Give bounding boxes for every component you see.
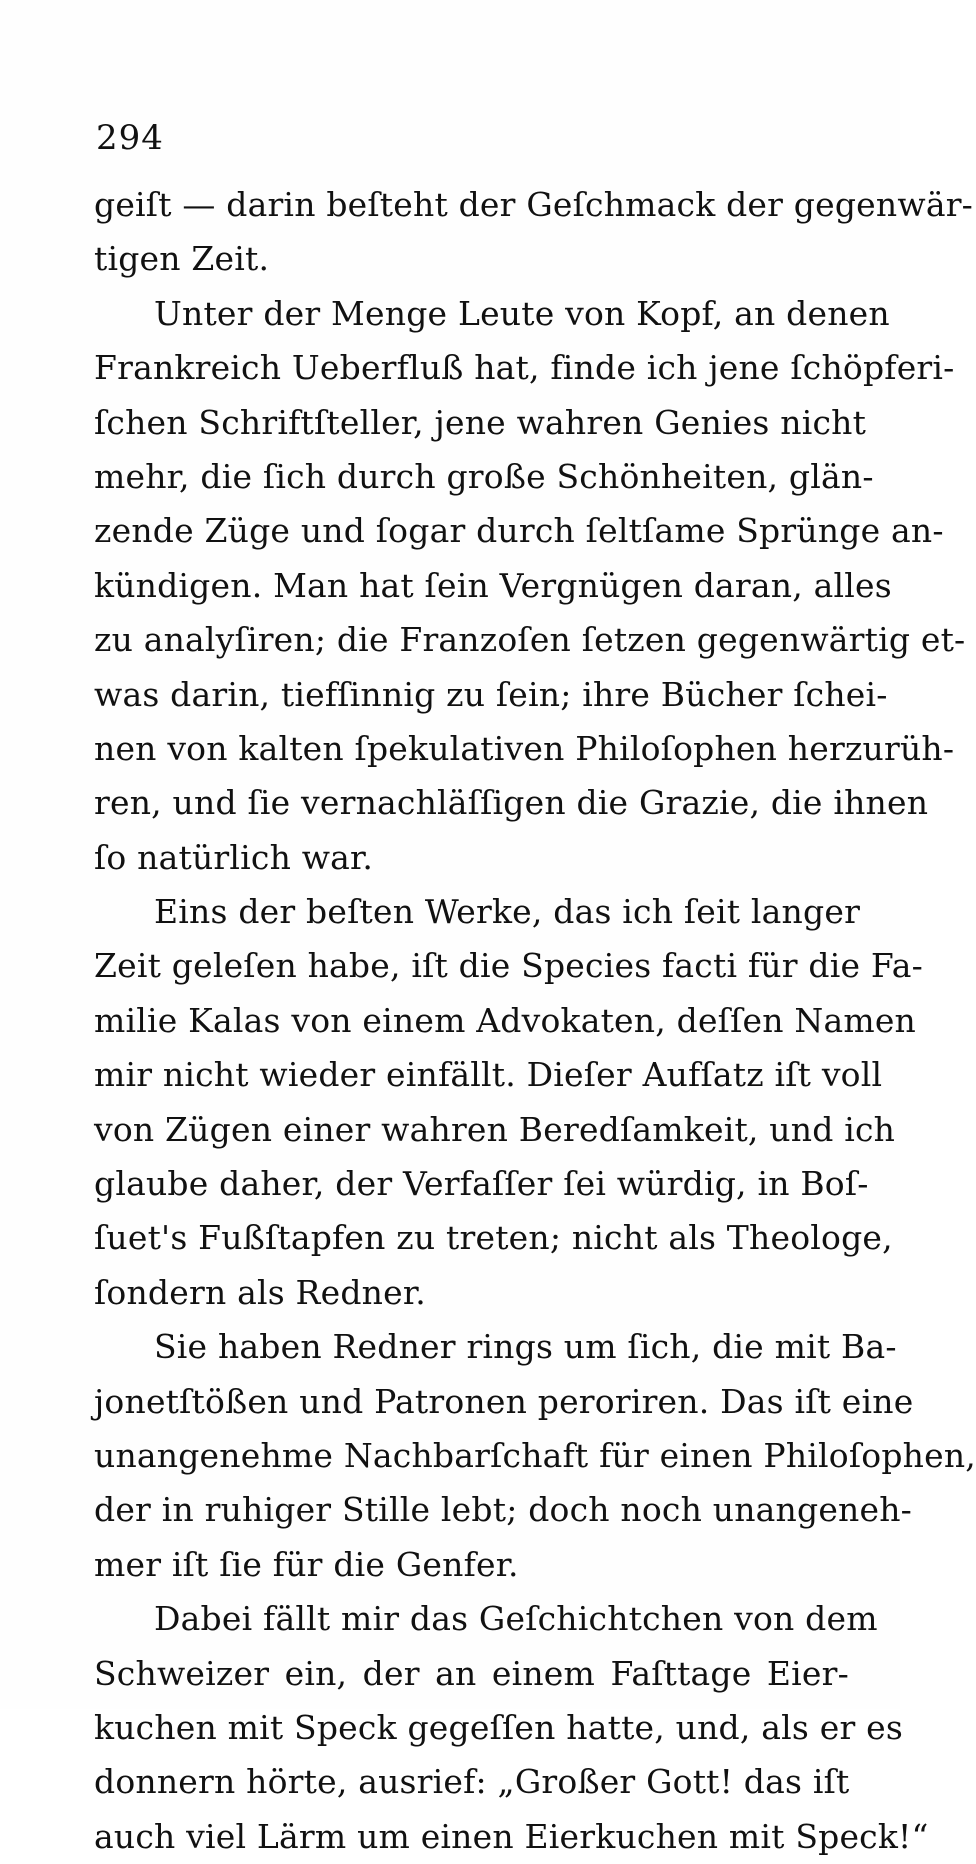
text-line: zende Züge und ſogar durch ſeltſame Sprünge an- [94, 511, 944, 551]
text-line: jonetſtößen und Patronen peroriren. Das iſt eine [94, 1381, 914, 1421]
text-line: milie Kalas von einem Advokaten, deſſen Namen [94, 1000, 916, 1040]
text-line: ſchen Schriftſteller, jene wahren Genies nicht [94, 402, 867, 442]
text-line: von Zügen einer wahren Beredſamkeit, und ich [94, 1109, 896, 1149]
text-line: was darin, tiefſinnig zu ſein; ihre Bücher ſchei- [94, 674, 888, 714]
text-line: mehr, die ſich durch große Schönheiten, glän- [94, 456, 874, 496]
text-line: donnern hörte, ausrief: „Großer Gott! das iſt [94, 1762, 850, 1802]
text-line: ſondern als Redner. [94, 1272, 426, 1312]
text-line: ſuet's Fußſtapfen zu treten; nicht als Theologe, [94, 1218, 893, 1258]
text-line: kündigen. Man hat ſein Vergnügen daran, alles [94, 565, 892, 605]
text-line: ſo natürlich war. [94, 837, 374, 877]
text-line: mir nicht wieder einfällt. Dieſer Aufſatz iſt voll [94, 1055, 883, 1095]
text-line: tigen Zeit. [94, 239, 270, 279]
text-line: ren, und ſie vernachläſſigen die Grazie, die ihnen [94, 783, 929, 823]
text-line: unangenehme Nachbarſchaft für einen Philoſophen, [94, 1435, 976, 1475]
body-text [94, 178, 976, 1864]
text-line: Schweizer ein, der an einem Faſttage Eier- [94, 1653, 849, 1693]
text-line: glaube daher, der Verfaſſer ſei würdig, in Boſ- [94, 1164, 869, 1204]
page-number: 294 [96, 118, 164, 158]
text-line: kuchen mit Speck gegeſſen hatte, und, als er es [94, 1707, 903, 1747]
text-line: Frankreich Ueberfluß hat, finde ich jene ſchöpferi- [94, 348, 955, 388]
text-line: zu analyſiren; die Franzoſen ſetzen gegenwärtig et- [94, 620, 966, 660]
text-line: auch viel Lärm um einen Eierkuchen mit Speck!“ [94, 1816, 929, 1856]
text-line: geiſt — darin beſteht der Geſchmack der gegenwär- [94, 185, 974, 224]
text-line: Zeit geleſen habe, iſt die Species facti für die Fa- [94, 946, 924, 986]
text-line: nen von kalten ſpekulativen Philoſophen herzurüh- [94, 728, 955, 768]
text-line: Unter der Menge Leute von Kopf, an denen [154, 293, 890, 333]
text-line: mer iſt ſie für die Genfer. [94, 1544, 519, 1584]
text-line: Dabei fällt mir das Geſchichtchen von dem [154, 1599, 878, 1639]
text-line: Eins der beſten Werke, das ich ſeit langer [154, 892, 861, 932]
text-line: der in ruhiger Stille lebt; doch noch unangeneh- [94, 1490, 913, 1530]
text-line: Sie haben Redner rings um ſich, die mit Ba- [154, 1327, 897, 1367]
